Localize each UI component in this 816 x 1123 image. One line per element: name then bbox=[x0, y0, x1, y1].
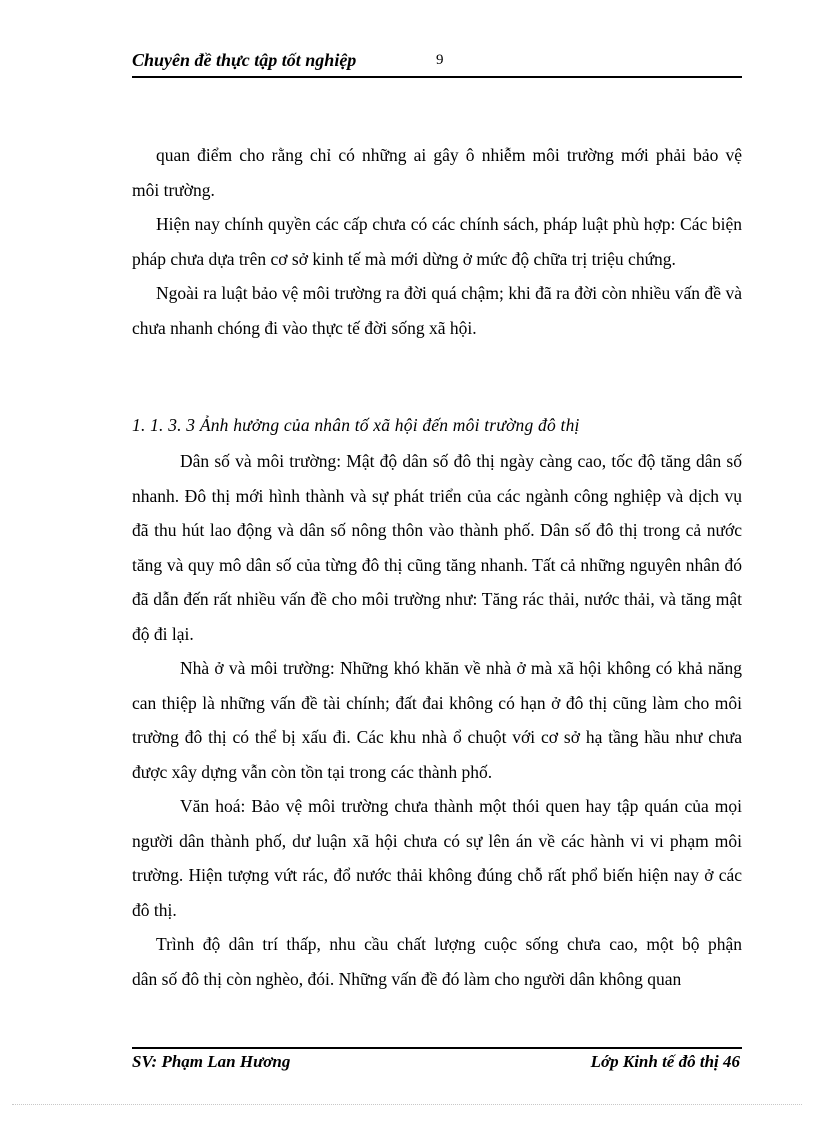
page-number: 9 bbox=[436, 52, 444, 68]
intro-paragraphs bbox=[132, 138, 742, 345]
paragraph-3: Ngoài ra luật bảo vệ môi trường ra đời quá chậm; khi đã ra đời còn nhiều vấn đề và chưa nhanh chóng đi vào thực tế đời sống xã hội. bbox=[132, 283, 742, 338]
paragraph-population: Dân số và môi trường: Mật độ dân số đô thị ngày càng cao, tốc độ tăng dân số nhanh. Đô thị mới hình thành và sự phát triển của các ngành công nghiệp và dịch vụ đã thu hút lao động và dân số nông thôn vào thành phố. Dân số đô thị trong cả nước tăng và quy mô dân số của từng đô thị cũng tăng nhanh. Tất cả những nguyên nhân đó đã dẫn đến rất nhiều vấn đề cho môi trường như: Tăng rác thải, nước thải, và tăng mật độ đi lại. bbox=[132, 451, 742, 644]
footer-class: Lớp Kinh tế đô thị 46 bbox=[590, 1052, 740, 1071]
page-bottom-edge bbox=[12, 1104, 802, 1105]
paragraph-education-line-1: Trình độ dân trí thấp, nhu cầu chất lượng cuộc sống chưa cao, một bộ phận bbox=[156, 934, 742, 954]
footer-divider bbox=[132, 1047, 742, 1049]
page-header bbox=[132, 50, 742, 76]
footer-student: SV: Phạm Lan Hương bbox=[132, 1052, 291, 1071]
section-body bbox=[132, 444, 742, 996]
paragraph-culture: Văn hoá: Bảo vệ môi trường chưa thành một thói quen hay tập quán của mọi người dân thành phố, dư luận xã hội chưa có sự lên án về các hành vi vi phạm môi trường. Hiện tượng vứt rác, đổ nước thải không đúng chỗ rất phổ biến hiện nay ở các đô thị. bbox=[132, 796, 742, 920]
header-divider bbox=[132, 76, 742, 78]
header-title: Chuyên đề thực tập tốt nghiệp bbox=[132, 50, 357, 70]
section-heading: 1. 1. 3. 3 Ảnh hưởng của nhân tố xã hội đến môi trường đô thị bbox=[132, 415, 580, 435]
paragraph-1-line-2: môi trường. bbox=[132, 179, 215, 200]
paragraph-housing: Nhà ở và môi trường: Những khó khăn về nhà ở mà xã hội không có khả năng can thiệp là những vấn đề tài chính; đất đai không có hạn ở đô thị cũng làm cho môi trường đô thị có thể bị xấu đi. Các khu nhà ổ chuột với cơ sở hạ tầng hầu như chưa được xây dựng vẫn còn tồn tại trong các thành phố. bbox=[132, 658, 742, 782]
paragraph-2: Hiện nay chính quyền các cấp chưa có các chính sách, pháp luật phù hợp: Các biện pháp chưa dựa trên cơ sở kinh tế mà mới dừng ở mức độ chữa trị triệu chứng. bbox=[132, 214, 742, 269]
paragraph-1-line-1: quan điểm cho rằng chỉ có những ai gây ô nhiễm môi trường mới phải bảo vệ bbox=[156, 145, 742, 165]
paragraph-education-line-2: dân số đô thị còn nghèo, đói. Những vấn đề đó làm cho người dân không quan bbox=[132, 968, 682, 989]
